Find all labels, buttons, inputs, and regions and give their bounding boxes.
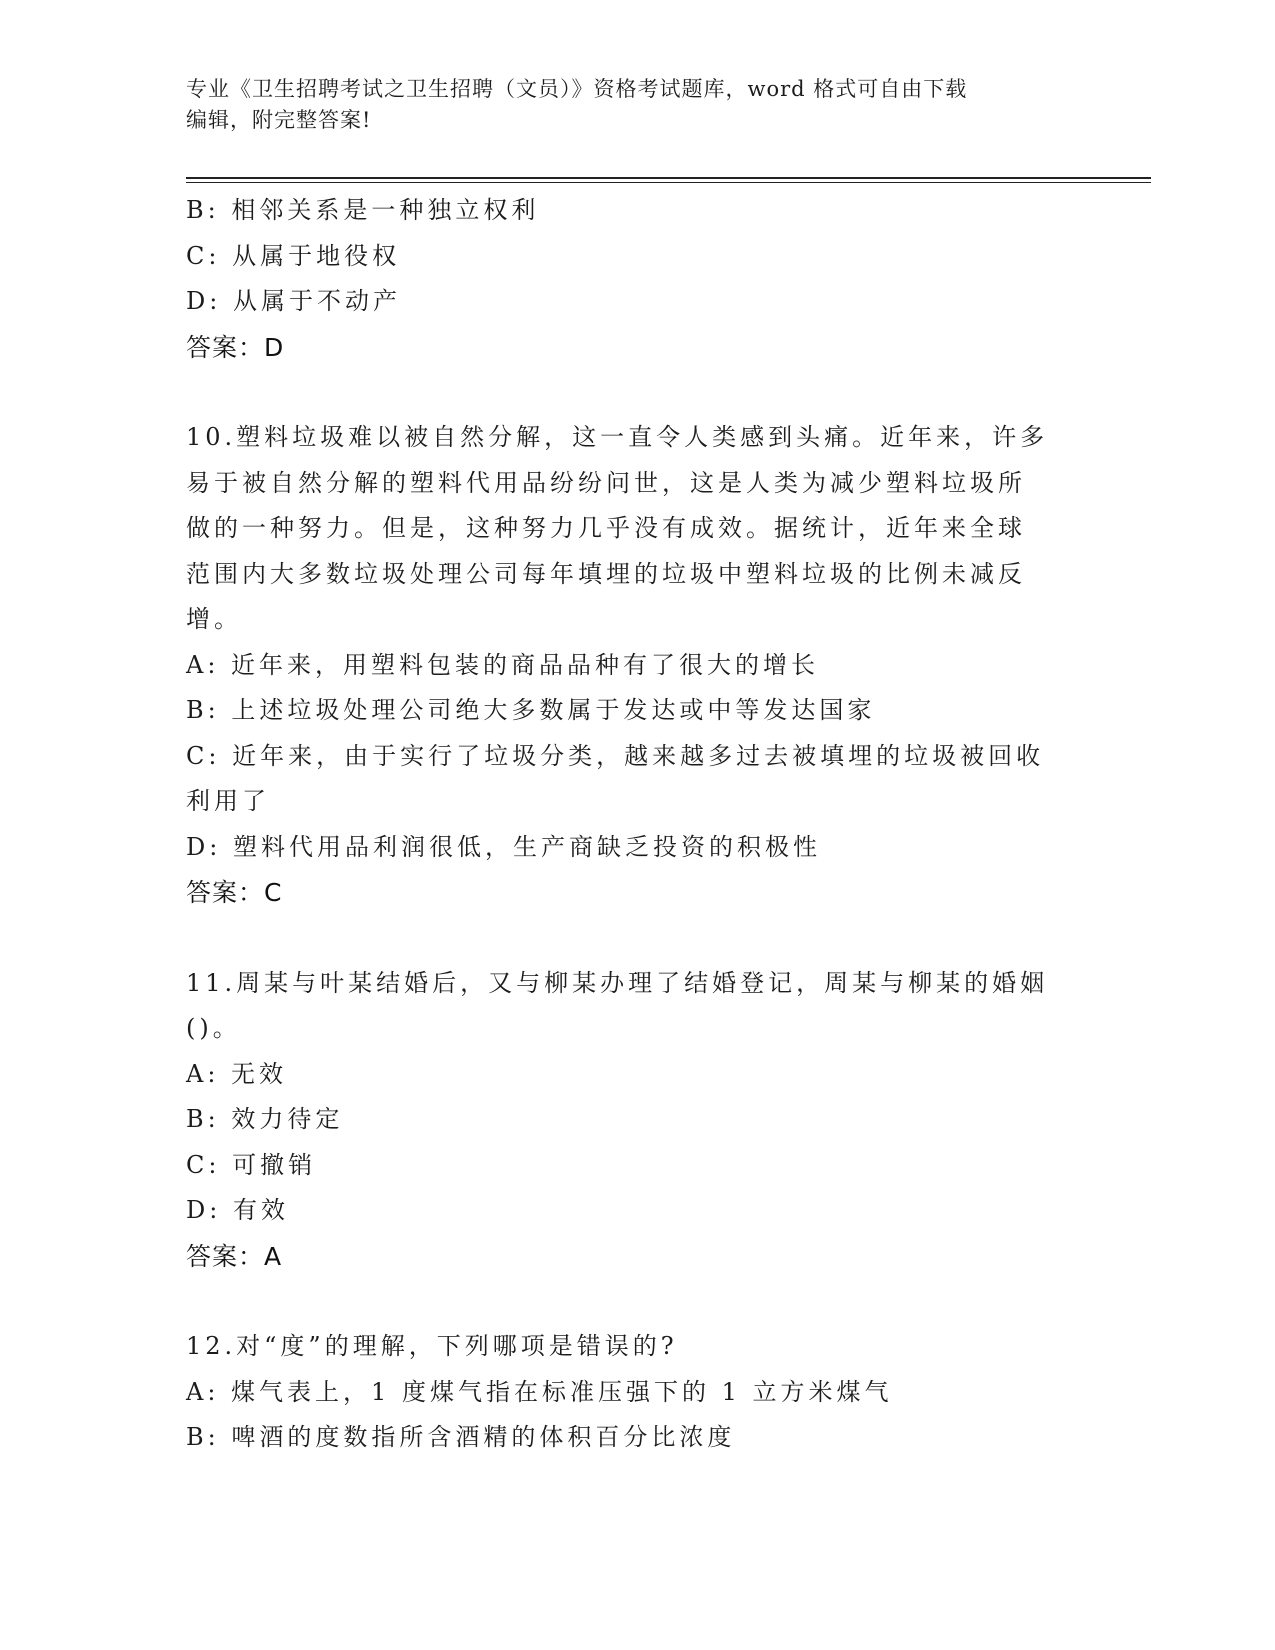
question-stem-line: ()。 (186, 1014, 241, 1042)
option-c: C: 可撤销 (186, 1150, 317, 1179)
question-stem-line: 增。 (186, 605, 242, 633)
header-line-2: 编辑，附完整答案! (186, 108, 372, 132)
option-c-continued: 利用了 (186, 787, 270, 815)
question-stem-line: 范围内大多数垃圾处理公司每年填埋的垃圾中塑料垃圾的比例未减反 (186, 559, 1026, 588)
option-a: A: 煤气表上，1 度煤气指在标准压强下的 1 立方米煤气 (186, 1377, 893, 1406)
option-d: D: 从属于不动产 (186, 287, 401, 315)
spacer (186, 1279, 1076, 1324)
document-body (186, 188, 1076, 1461)
answer-line: 答案：D (186, 332, 285, 362)
header-divider-thin (186, 182, 1151, 183)
question-9 (186, 188, 1076, 370)
spacer (186, 916, 1076, 961)
question-12 (186, 1324, 1076, 1461)
answer-line: 答案：A (186, 1241, 283, 1271)
question-stem-line: 易于被自然分解的塑料代用品纷纷问世，这是人类为减少塑料垃圾所 (186, 468, 1026, 497)
question-11 (186, 961, 1076, 1280)
spacer (186, 370, 1076, 415)
question-stem-line: 11.周某与叶某结婚后，又与柳某办理了结婚登记，周某与柳某的婚姻 (186, 968, 1049, 997)
question-stem-line: 10.塑料垃圾难以被自然分解，这一直令人类感到头痛。近年来，许多 (186, 423, 1049, 451)
option-a: A: 无效 (186, 1059, 288, 1088)
option-c: C: 近年来，由于实行了垃圾分类，越来越多过去被填埋的垃圾被回收 (186, 741, 1045, 770)
option-d: D: 塑料代用品利润很低，生产商缺乏投资的积极性 (186, 832, 821, 861)
header-divider (186, 177, 1151, 179)
option-b: B: 相邻关系是一种独立权利 (186, 196, 540, 224)
option-c: C: 从属于地役权 (186, 241, 401, 270)
answer-line: 答案：C (186, 878, 283, 907)
document-header (186, 74, 1066, 136)
option-a: A: 近年来，用塑料包装的商品品种有了很大的增长 (186, 650, 820, 679)
option-b: B: 效力待定 (186, 1105, 344, 1133)
option-b: B: 啤酒的度数指所含酒精的体积百分比浓度 (186, 1423, 736, 1451)
option-b: B: 上述垃圾处理公司绝大多数属于发达或中等发达国家 (186, 696, 876, 724)
question-stem-line: 做的一种努力。但是，这种努力几乎没有成效。据统计，近年来全球 (186, 514, 1026, 542)
question-10 (186, 415, 1076, 916)
question-stem-line: 12.对“度”的理解，下列哪项是错误的? (186, 1332, 678, 1360)
header-line-1: 专业《卫生招聘考试之卫生招聘（文员）》资格考试题库，word 格式可自由下载 (186, 77, 968, 101)
option-d: D: 有效 (186, 1196, 289, 1224)
